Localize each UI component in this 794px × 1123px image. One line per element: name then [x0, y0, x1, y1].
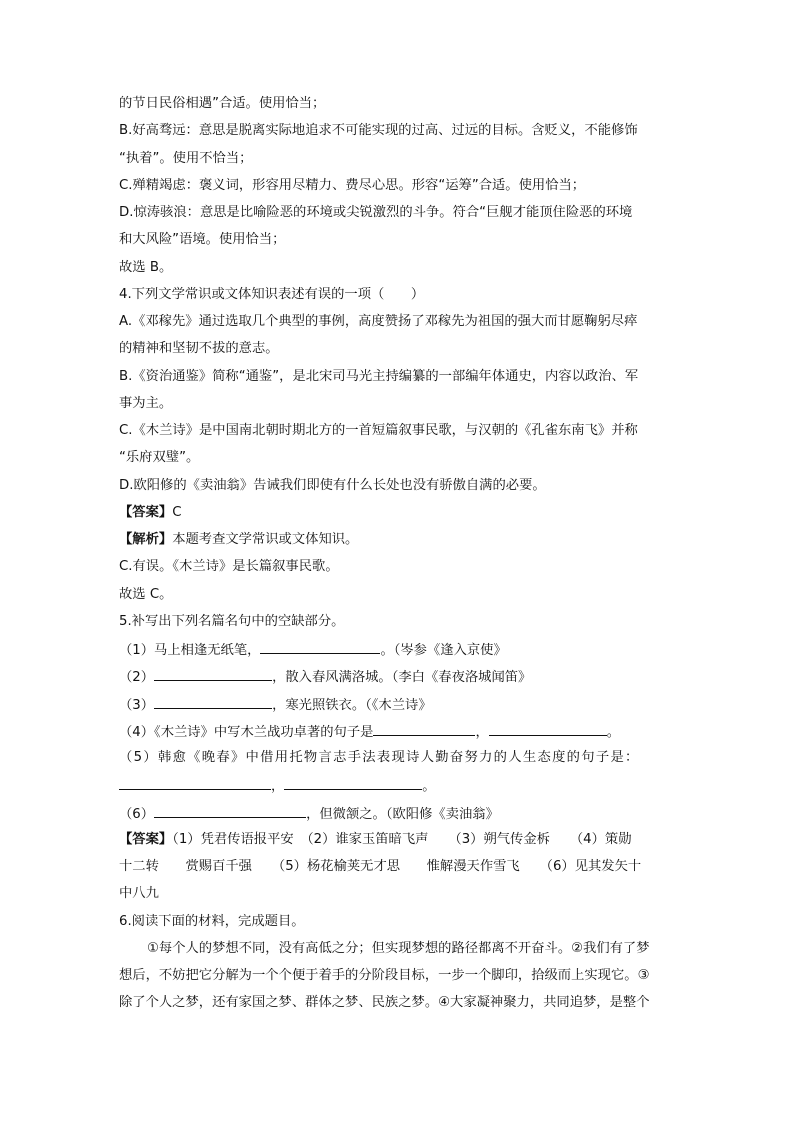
q3-conclusion: 故选 B。	[119, 260, 173, 275]
answer-tag: 【答案】	[119, 832, 173, 847]
q5-item-1	[119, 640, 507, 660]
q5-item-2-number: （2）	[119, 670, 155, 685]
q6-stem: 6.阅读下面的材料，完成题目。	[119, 914, 305, 929]
q5-item-3-text: ，寒光照铁衣。（《木兰诗》	[272, 698, 432, 713]
q6-paragraph-line1: ①每个人的梦想不同，没有高低之分；但实现梦想的路径都离不开奋斗。②我们有了梦	[147, 941, 650, 956]
q5-item-5-blanks	[119, 776, 436, 796]
q5-item-4	[119, 722, 620, 742]
q4-answer-line	[119, 504, 181, 522]
q5-item-6	[119, 804, 499, 824]
q5-item-5-comma: ，	[271, 779, 285, 794]
analysis-tag: 【解析】	[119, 532, 173, 547]
fill-blank[interactable]	[119, 776, 271, 790]
q5-stem: 5.补写出下列名篇名句中的空缺部分。	[119, 614, 345, 629]
q5-item-5: （5）韩愈《晚春》中借用托物言志手法表现诗人勤奋努力的人生态度的句子是：	[119, 750, 640, 765]
q4-conclusion: 故选 C。	[119, 587, 173, 602]
q6-paragraph-line2: 想后，不妨把它分解为一个个便于着手的分阶段目标，一步一个脚印，拾级而上实现它。③	[119, 968, 650, 983]
fill-blank[interactable]	[154, 667, 272, 681]
fill-blank[interactable]	[489, 722, 607, 736]
q5-item-3	[119, 695, 432, 715]
answer-text: （1）凭君传语报平安 （2）谁家玉笛暗飞声 （3）朔气传金柝 （4）策勋	[172, 832, 632, 847]
fill-blank[interactable]	[154, 804, 306, 818]
q4-option-b-line2: 事为主。	[119, 396, 173, 411]
q5-item-4-period: 。	[606, 725, 621, 740]
q4-analysis-line	[119, 531, 358, 549]
q4-analysis-detail: C.有误。《木兰诗》是长篇叙事民歌。	[119, 559, 339, 574]
q5-item-6-text: ，但微颔之。（欧阳修《卖油翁》	[306, 807, 499, 822]
analysis-text: 本题考查文学常识或文体知识。	[172, 532, 359, 547]
q5-answer-line2: 十二转 赏赐百千强 （5）杨花榆荚无才思 惟解漫天作雪飞 （6）见其发矢十	[119, 859, 642, 874]
fill-blank[interactable]	[373, 722, 475, 736]
q5-item-6-number: （6）	[119, 807, 155, 822]
answer-tag: 【答案】	[119, 505, 173, 520]
q5-item-2-text: ，散入春风满洛城。（李白《春夜洛城闻笛》	[272, 670, 532, 685]
q4-option-c-line1: C.《木兰诗》是中国南北朝时期北方的一首短篇叙事民歌，与汉朝的《孔雀东南飞》并称	[119, 423, 638, 438]
q6-paragraph-line3: 除了个人之梦，还有家国之梦、群体之梦、民族之梦。④大家凝神聚力，共同追梦，是整个	[119, 995, 650, 1010]
answer-value: C	[172, 505, 182, 520]
q5-item-1-text: （1）马上相逢无纸笔，	[119, 643, 261, 658]
q4-option-b-line1: B.《资治通鉴》简称“通鉴”，是北宋司马光主持编纂的一部编年体通史，内容以政治、军	[119, 369, 639, 384]
q4-stem: 4.下列文学常识或文体知识表述有误的一项（ ）	[119, 287, 425, 302]
q3-text-line: 的节日民俗相遇”合适。使用恰当；	[119, 96, 326, 111]
q3-option-b-line2: “执着”。使用不恰当；	[119, 151, 253, 166]
q5-item-5-period: 。	[422, 779, 436, 794]
q5-item-1-source: 。（岑参《逢入京使》	[380, 643, 507, 658]
fill-blank[interactable]	[260, 640, 380, 654]
q5-answer-line3: 中八九	[119, 886, 159, 901]
q4-option-c-line2: “乐府双璧”。	[119, 450, 200, 465]
q5-item-2	[119, 667, 531, 687]
q3-option-b-line1: B.好高骛远：意思是脱离实际地追求不可能实现的过高、过远的目标。含贬义，不能修饰	[119, 123, 638, 138]
q5-item-3-number: （3）	[119, 698, 155, 713]
q5-answer-line1	[119, 831, 632, 849]
q5-item-4-comma: ，	[475, 725, 489, 740]
q3-option-c: C.殚精竭虑：褒义词，形容用尽精力、费尽心思。形容“运筹”合适。使用恰当；	[119, 178, 586, 193]
q4-option-a-line2: 的精神和坚韧不拔的意志。	[119, 341, 279, 356]
fill-blank[interactable]	[284, 776, 422, 790]
q4-option-a-line1: A.《邓稼先》通过选取几个典型的事例，高度赞扬了邓稼先为祖国的强大而甘愿鞠躬尽瘁	[119, 314, 638, 329]
fill-blank[interactable]	[154, 695, 272, 709]
q3-option-d-line1: D.惊涛骇浪：意思是比喻险恶的环境或尖锐激烈的斗争。符合“巨舰才能顶住险恶的环境	[119, 205, 633, 220]
q5-item-4-text: （4）《木兰诗》中写木兰战功卓著的句子是	[119, 725, 374, 740]
q3-option-d-line2: 和大风险”语境。使用恰当；	[119, 232, 286, 247]
q4-option-d: D.欧阳修的《卖油翁》告诫我们即使有什么长处也没有骄傲自满的必要。	[119, 478, 546, 493]
